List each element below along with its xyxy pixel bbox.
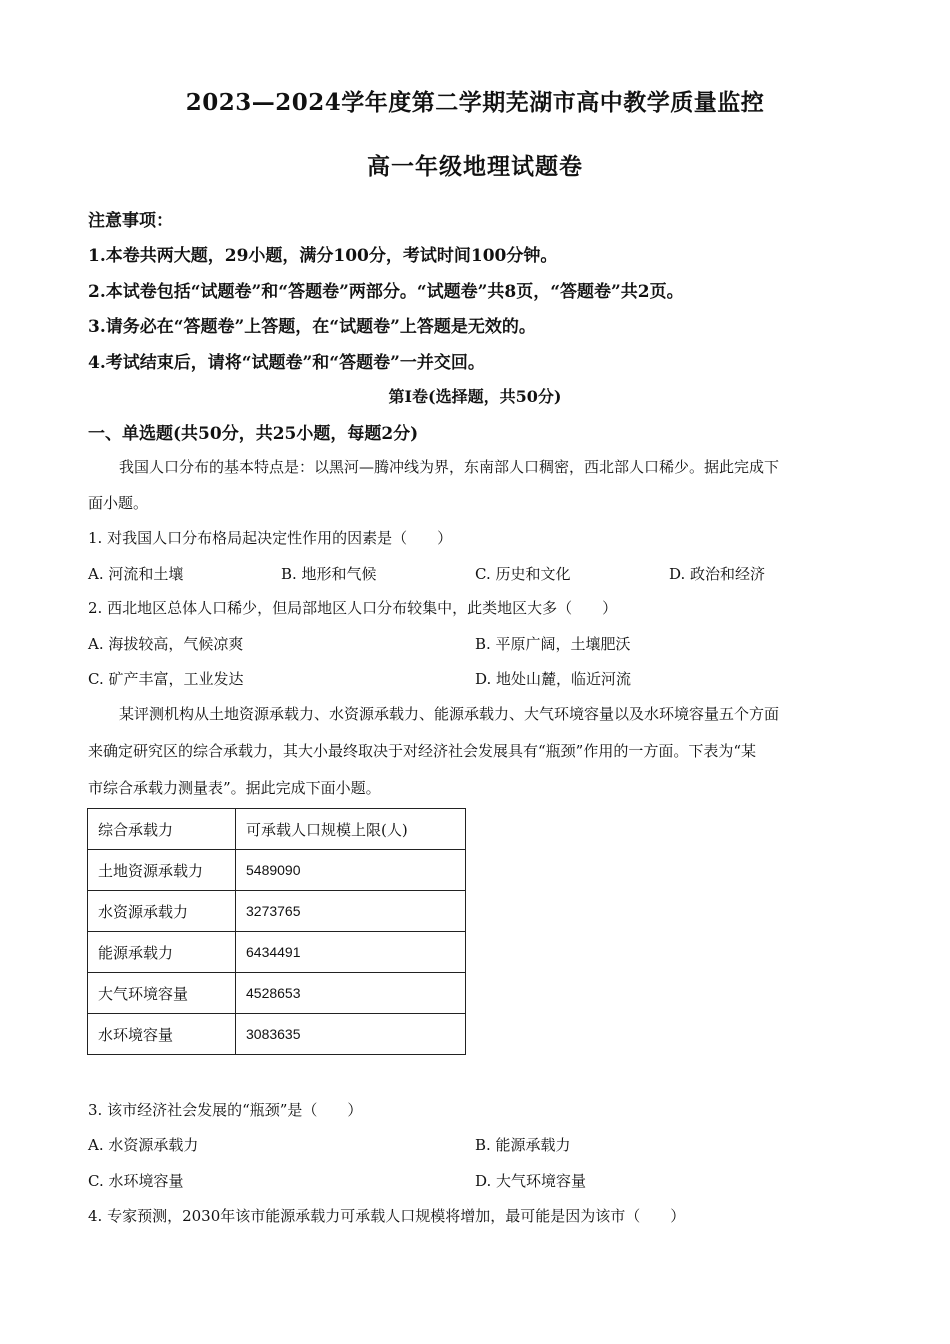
- table-cell: 土地资源承载力: [88, 850, 236, 891]
- table-row: [88, 891, 466, 932]
- table-cell: 4528653: [236, 973, 466, 1014]
- passage-line: 来确定研究区的综合承载力，其大小最终取决于对经济社会发展具有“瓶颈”作用的一方面。下表为“某: [88, 742, 757, 760]
- table-cell: 5489090: [236, 850, 466, 891]
- table-row: [88, 973, 466, 1014]
- notice-item: 2.本试卷包括“试题卷”和“答题卷”两部分。“试题卷”共8页，“答题卷”共2页。: [88, 282, 684, 302]
- question-stem: 3. 该市经济社会发展的“瓶颈”是（ ）: [88, 1101, 363, 1119]
- option-b: B. 地形和气候: [281, 565, 377, 583]
- notice-heading: 注意事项：: [88, 211, 173, 231]
- table-cell: 3273765: [236, 891, 466, 932]
- part-title: 第I卷(选择题，共50分): [388, 387, 562, 406]
- option-d: D. 地处山麓，临近河流: [475, 670, 632, 688]
- option-c: C. 矿产丰富，工业发达: [88, 670, 244, 688]
- table-cell: 3083635: [236, 1014, 466, 1055]
- exam-title: 2023—2024学年度第二学期芜湖市高中教学质量监控: [185, 89, 765, 116]
- option-d: D. 大气环境容量: [475, 1172, 587, 1190]
- passage-line: 某评测机构从土地资源承载力、水资源承载力、能源承载力、大气环境容量以及水环境容量五个方面: [119, 705, 780, 723]
- table-row: [88, 1014, 466, 1055]
- question-stem: 4. 专家预测，2030年该市能源承载力可承载人口规模将增加，最可能是因为该市（ ）: [88, 1207, 686, 1225]
- passage-line: 市综合承载力测量表”。据此完成下面小题。: [88, 779, 381, 797]
- table-cell: 6434491: [236, 932, 466, 973]
- question-stem: 1. 对我国人口分布格局起决定性作用的因素是（ ）: [88, 529, 453, 547]
- option-a: A. 河流和土壤: [88, 565, 184, 583]
- table-header-cell: 综合承载力: [88, 809, 236, 850]
- table-header-cell: 可承载人口规模上限(人): [236, 809, 466, 850]
- table-header-row: [88, 809, 466, 850]
- option-d: D. 政治和经济: [669, 565, 766, 583]
- table-row: [88, 850, 466, 891]
- option-b: B. 平原广阔，土壤肥沃: [475, 635, 631, 653]
- exam-subtitle: 高一年级地理试题卷: [367, 153, 583, 180]
- option-c: C. 历史和文化: [475, 565, 571, 583]
- table-cell: 水资源承载力: [88, 891, 236, 932]
- option-a: A. 海拔较高，气候凉爽: [88, 635, 244, 653]
- table-cell: 水环境容量: [88, 1014, 236, 1055]
- notice-item: 3.请务必在“答题卷”上答题，在“试题卷”上答题是无效的。: [88, 317, 536, 337]
- section-heading: 一、单选题(共50分，共25小题，每题2分): [88, 424, 419, 444]
- table-row: [88, 932, 466, 973]
- notice-item: 1.本卷共两大题，29小题，满分100分，考试时间100分钟。: [88, 246, 558, 266]
- table-cell: 能源承载力: [88, 932, 236, 973]
- option-a: A. 水资源承载力: [88, 1136, 199, 1154]
- notice-item: 4.考试结束后，请将“试题卷”和“答题卷”一并交回。: [88, 353, 485, 373]
- passage-line: 我国人口分布的基本特点是：以黑河—腾冲线为界，东南部人口稠密，西北部人口稀少。据此完成下: [119, 458, 780, 476]
- question-stem: 2. 西北地区总体人口稀少，但局部地区人口分布较集中，此类地区大多（ ）: [88, 599, 618, 617]
- capacity-table: [87, 808, 466, 1055]
- option-c: C. 水环境容量: [88, 1172, 184, 1190]
- passage-line: 面小题。: [88, 494, 149, 512]
- table-cell: 大气环境容量: [88, 973, 236, 1014]
- option-b: B. 能源承载力: [475, 1136, 571, 1154]
